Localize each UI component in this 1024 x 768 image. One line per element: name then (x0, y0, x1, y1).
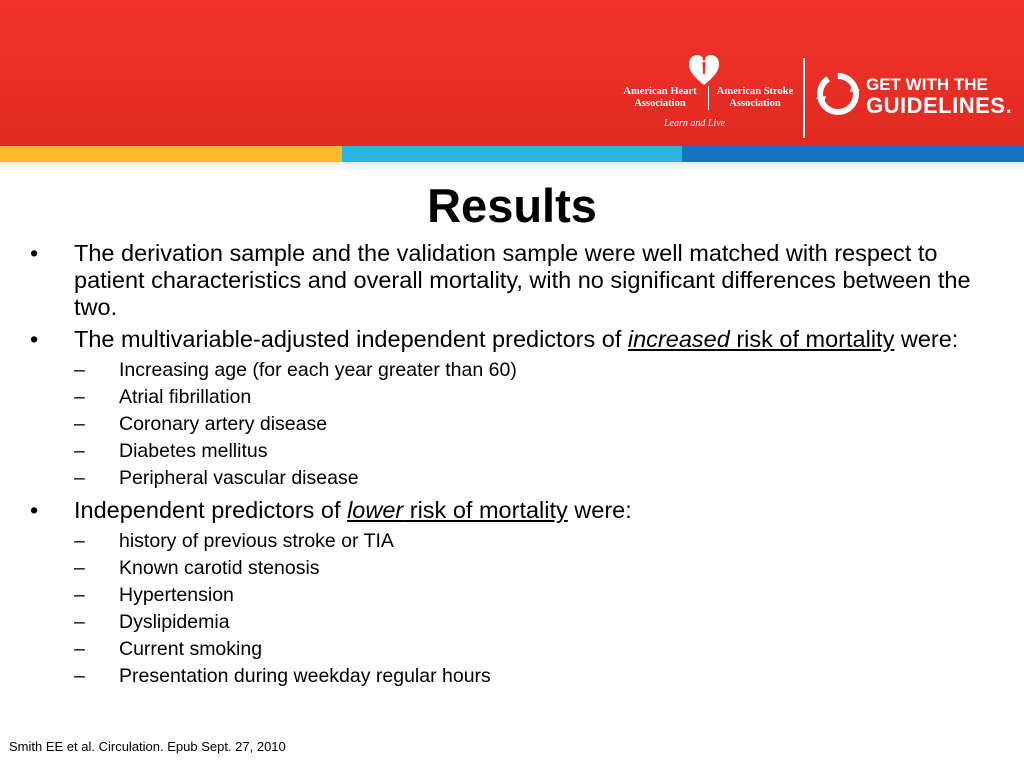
bullet-lower-emphasis: lower (347, 497, 404, 523)
bullet-increased-prefix: The multivariable-adjusted independent predictors of (74, 326, 628, 352)
header-banner (0, 0, 1024, 146)
slide-title: Results (427, 179, 597, 232)
header-stripe-blue (682, 146, 1024, 162)
aha-org-name: American Heart Association (623, 86, 697, 109)
list-item: – Hypertension (74, 582, 1000, 609)
increased-risk-sublist (74, 357, 1000, 492)
slide-content (30, 240, 1000, 695)
lower-risk-sublist (74, 528, 1000, 690)
list-item: – Atrial fibrillation (74, 384, 1000, 411)
bullet-lower-risk (30, 497, 1000, 690)
bullet-derivation-text: The derivation sample and the validation sample were well matched with respect to patient characteristics and overall mortality, with no significant differences between the two. (74, 240, 971, 320)
citation: Smith EE et al. Circulation. Epub Sept. 27, 2010 (9, 739, 286, 754)
bullet-lower-prefix: Independent predictors of (74, 497, 348, 523)
header-shadow (0, 162, 1024, 172)
bullet-increased-risk (30, 326, 1000, 492)
gwtg-line1: GET WITH THE (866, 75, 988, 94)
bullet-increased-underlined: risk of mortality (729, 326, 895, 352)
list-item: – Presentation during weekday regular hours (74, 663, 1000, 690)
heart-torch-icon (688, 52, 720, 86)
aha-logo (614, 52, 796, 132)
gwtg-line2: GUIDELINES. (866, 93, 1013, 118)
bullet-lower-underlined: risk of mortality (403, 497, 568, 523)
bullet-derivation (30, 240, 1000, 321)
list-item: – Diabetes mellitus (74, 438, 1000, 465)
list-item: – Increasing age (for each year greater than 60) (74, 357, 1000, 384)
list-item: – Dyslipidemia (74, 609, 1000, 636)
list-item: – Known carotid stenosis (74, 555, 1000, 582)
list-item: – Peripheral vascular disease (74, 465, 1000, 492)
bullet-increased-emphasis: increased (627, 326, 730, 352)
bullet-lower-suffix: were: (567, 497, 632, 523)
header-stripe-cyan (342, 146, 682, 162)
bullet-list (30, 240, 1000, 690)
list-item: – history of previous stroke or TIA (74, 528, 1000, 555)
header-stripe-yellow (0, 146, 342, 162)
gwtg-circular-arrows-icon (816, 72, 860, 116)
list-item: – Current smoking (74, 636, 1000, 663)
logo-divider (803, 58, 805, 138)
gwtg-logo-text (866, 76, 1012, 118)
list-item: – Coronary artery disease (74, 411, 1000, 438)
asa-org-name: American Stroke Association (708, 86, 801, 110)
aha-tagline: Learn and Live (664, 118, 726, 129)
bullet-increased-suffix: were: (894, 326, 959, 352)
